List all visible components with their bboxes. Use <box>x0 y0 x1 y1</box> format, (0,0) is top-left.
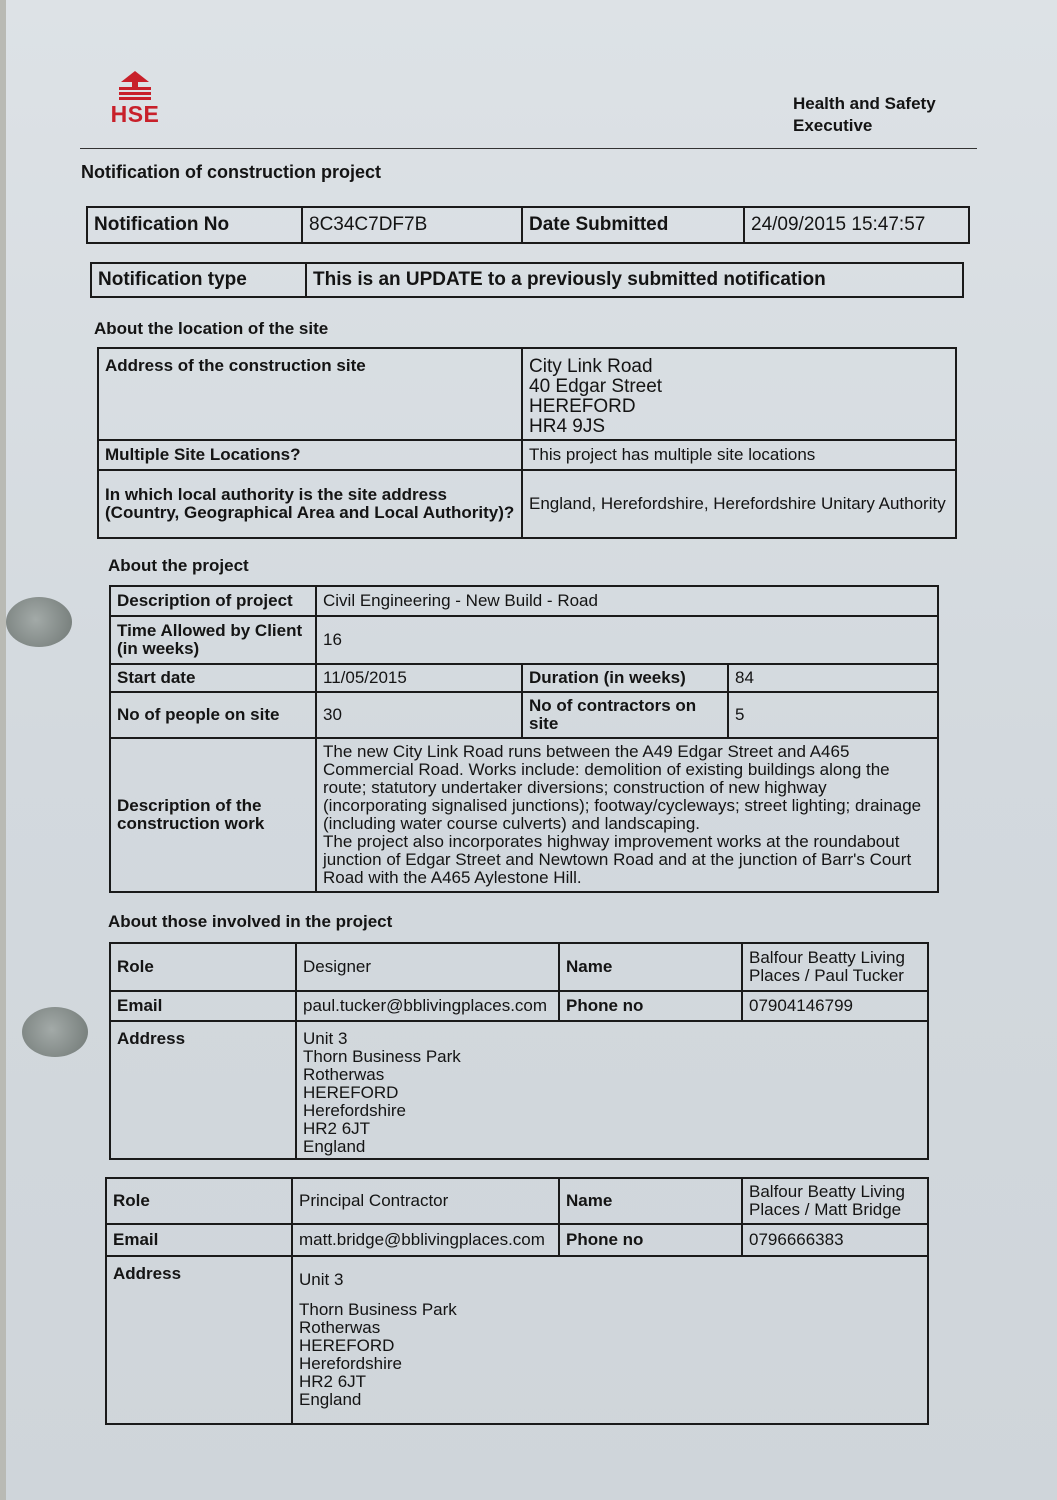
construction-work-value <box>316 738 938 892</box>
local-authority-label: In which local authority is the site address (Country, Geographical Area and Local Authority)? <box>98 470 522 538</box>
people-on-site-value: 30 <box>316 692 522 738</box>
contractor-address-label: Address <box>106 1256 292 1424</box>
notification-type-table <box>90 262 964 298</box>
designer-address-value: Unit 3 Thorn Business Park Rotherwas HEREFORD Herefordshire HR2 6JT England <box>296 1021 928 1159</box>
notification-no-value: 8C34C7DF7B <box>302 207 522 243</box>
designer-name-label: Name <box>559 943 742 991</box>
notification-type-label: Notification type <box>91 263 306 297</box>
involved-heading: About those involved in the project <box>108 912 393 931</box>
designer-role-label: Role <box>110 943 296 991</box>
notification-type-value: This is an UPDATE to a previously submitted notification <box>306 263 963 297</box>
construction-work-label: Description of the construction work <box>110 738 316 892</box>
location-table <box>97 347 957 539</box>
contractor-email-label: Email <box>106 1224 292 1256</box>
contractor-address-value: Unit 3 Thorn Business Park Rotherwas HEREFORD Herefordshire HR2 6JT England <box>292 1256 928 1424</box>
principal-contractor-table <box>105 1177 929 1425</box>
notification-no-label: Notification No <box>87 207 302 243</box>
punch-hole-upper <box>6 597 72 647</box>
hse-emblem-icon <box>115 70 155 102</box>
duration-label: Duration (in weeks) <box>522 664 728 692</box>
designer-phone-label: Phone no <box>559 991 742 1021</box>
page-title: Notification of construction project <box>81 162 381 182</box>
contractor-role-label: Role <box>106 1178 292 1224</box>
designer-address-label: Address <box>110 1021 296 1159</box>
multiple-locations-value: This project has multiple site locations <box>522 440 956 470</box>
time-allowed-label: Time Allowed by Client (in weeks) <box>110 616 316 664</box>
designer-email-label: Email <box>110 991 296 1021</box>
contractor-phone-value: 0796666383 <box>742 1224 928 1256</box>
people-on-site-label: No of people on site <box>110 692 316 738</box>
construction-work-paragraph-1: The new City Link Road runs between the A49 Edgar Street and A465 Commercial Road. Works include: demolition of existing buildings along the route; statutory undertaker diversions; construction of new highway (incorporating signalised junctions); footway/cycleways; street lighting; drainage (including water course culverts) and landscaping. <box>323 742 922 833</box>
start-date-value: 11/05/2015 <box>316 664 522 692</box>
multiple-locations-label: Multiple Site Locations? <box>98 440 522 470</box>
contractor-name-value: Balfour Beatty Living Places / Matt Bridge <box>742 1178 928 1224</box>
designer-table <box>109 942 929 1160</box>
contractor-phone-label: Phone no <box>559 1224 742 1256</box>
designer-email-value: paul.tucker@bblivingplaces.com <box>296 991 559 1021</box>
site-address-value: City Link Road 40 Edgar Street HEREFORD HR4 9JS <box>522 348 956 440</box>
contractors-value: 5 <box>728 692 938 738</box>
executive-name: Health and Safety Executive <box>793 94 936 135</box>
project-table <box>109 585 939 893</box>
location-heading: About the location of the site <box>94 319 329 338</box>
contractor-name-label: Name <box>559 1178 742 1224</box>
local-authority-value: England, Herefordshire, Herefordshire Unitary Authority <box>522 470 956 538</box>
date-submitted-label: Date Submitted <box>522 207 744 243</box>
notification-table <box>86 206 970 244</box>
project-heading: About the project <box>108 556 249 575</box>
start-date-label: Start date <box>110 664 316 692</box>
contractor-role-value: Principal Contractor <box>292 1178 559 1224</box>
punch-hole-lower <box>22 1007 88 1057</box>
contractors-label: No of contractors on site <box>522 692 728 738</box>
duration-value: 84 <box>728 664 938 692</box>
contractor-email-value: matt.bridge@bblivingplaces.com <box>292 1224 559 1256</box>
logo-text: HSE <box>110 101 160 127</box>
designer-name-value: Balfour Beatty Living Places / Paul Tucker <box>742 943 928 991</box>
time-allowed-value: 16 <box>316 616 938 664</box>
site-address-label: Address of the construction site <box>98 348 522 440</box>
designer-role-value: Designer <box>296 943 559 991</box>
header-divider <box>80 148 977 149</box>
construction-work-paragraph-2: The project also incorporates highway improvement works at the roundabout junction of Edgar Street and Newtown Road and at the junction of Barr's Court Road with the A465 Aylestone Hill. <box>323 832 912 887</box>
project-description-value: Civil Engineering - New Build - Road <box>316 586 938 616</box>
date-submitted-value: 24/09/2015 15:47:57 <box>744 207 969 243</box>
project-description-label: Description of project <box>110 586 316 616</box>
hse-logo <box>106 70 164 126</box>
designer-phone-value: 07904146799 <box>742 991 928 1021</box>
